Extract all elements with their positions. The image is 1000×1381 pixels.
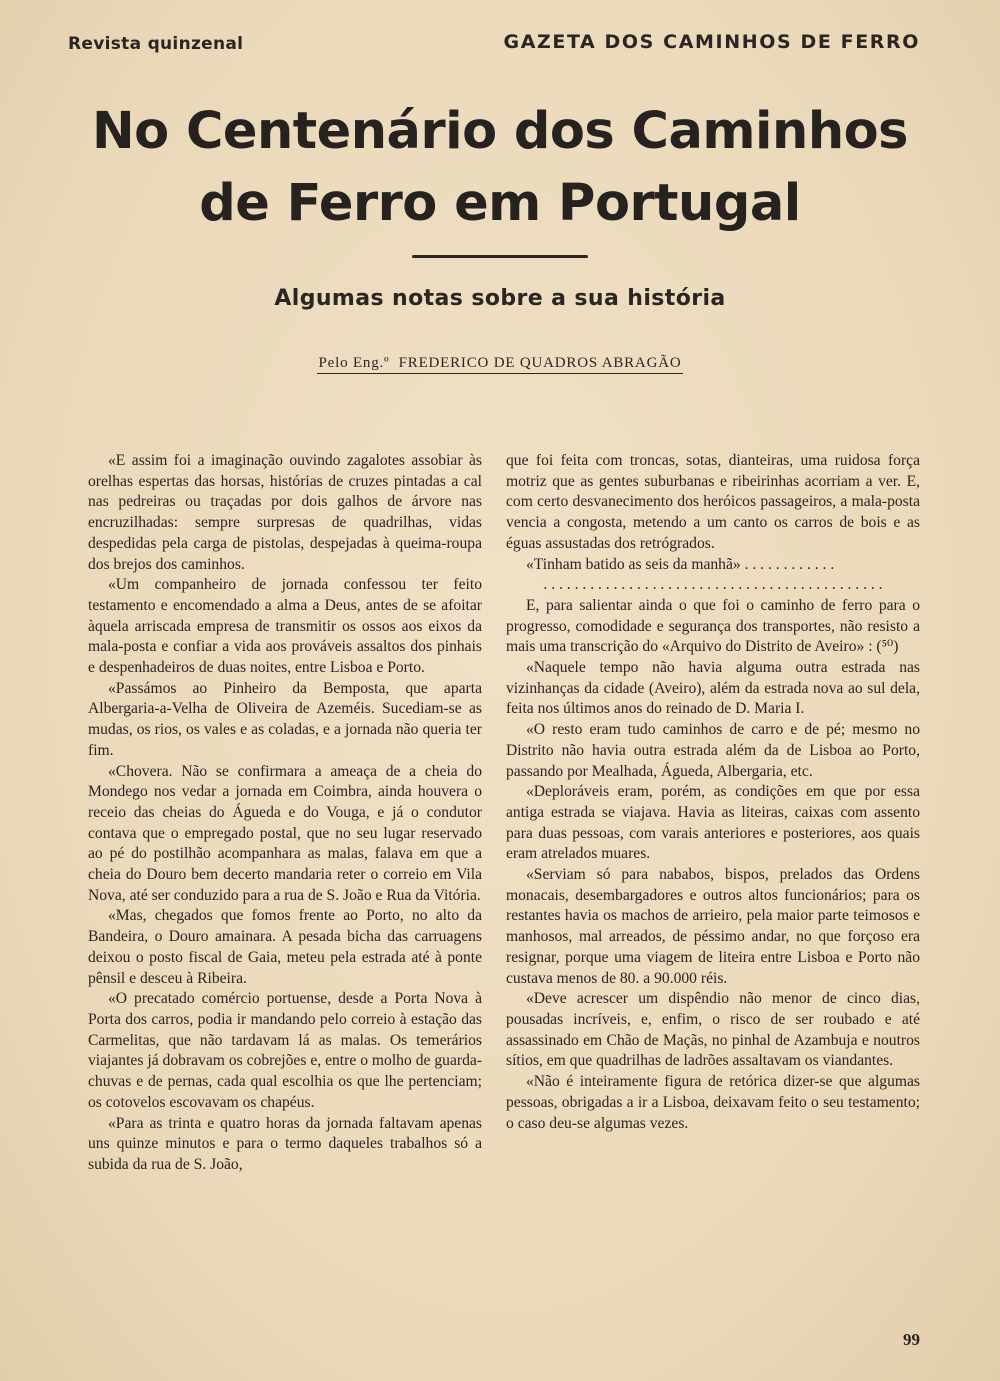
title-line-2: de Ferro em Portugal (199, 174, 801, 233)
ellipsis-line: . . . . . . . . . . . . . . . . . . . . . . . . . . . . . . . . . . . . . . . . . . . . (543, 576, 883, 594)
paragraph: «Tinham batido as seis da manhã» . . . . . . . . . . . . (526, 555, 835, 573)
byline-underline (317, 355, 684, 374)
paragraph: que foi feita com troncas, sotas, dianteiras, uma ruidosa força motriz que as gentes suburbanas e ribeirinhas acorriam a ver. E, com certo desvanecimento dos heróicos passageiros, a mala-posta vencia a congosta, metendo a um canto os carros de bois e as éguas assustadas dos retrógrados. (506, 452, 920, 552)
paragraph: «Passámos ao Pinheiro da Bemposta, que aparta Albergaria-a-Velha de Oliveira de Azeméis. Sucediam-se as mudas, os rios, os vales e as coladas, e a jornada não queria ter fim. (88, 679, 482, 759)
paragraph: «O resto eram tudo caminhos de carro e de pé; mesmo no Distrito não havia outra estrada além da de Lisboa ao Porto, passando por Mealhada, Águeda, Albergaria, etc. (506, 721, 920, 780)
article-subtitle: Algumas notas sobre a sua história (274, 286, 726, 311)
paragraph: «Naquele tempo não havia alguma outra estrada nas vizinhanças da cidade (Aveiro), além da estrada nova ao sul dela, feita nos últimos anos do reinado de D. Maria I. (506, 659, 920, 718)
paragraph: «Deve acrescer um dispêndio não menor de cinco dias, pousadas incríveis, e, enfim, o risco de ser roubado e até assassinado em Chão de Maçãs, no pinhal de Azambuja e noutros sítios, em que quadrilhas de ladrões assaltavam os viandantes. (506, 990, 920, 1070)
paragraph: «E assim foi a imaginação ouvindo zagalotes assobiar às orelhas espertas das horsas, histórias de cruzes pintadas a cal nas pedreiras ou traçadas por dois galhos de árvore nas encruzilhadas: sempre surpresas de quadrilhas, vidas despedidas pela carga de pistolas, despejadas à queima-roupa dos brejos dos caminhos. (88, 452, 482, 573)
byline (0, 355, 1000, 372)
header-magazine-name: GAZETA DOS CAMINHOS DE FERRO (503, 31, 920, 53)
byline-author: FREDERICO DE QUADROS ABRAGÃO (398, 355, 682, 371)
paragraph: «Chovera. Não se confirmara a ameaça de a cheia do Mondego nos vedar a jornada em Coimbra, ainda houvera o receio das cheias do Águeda e do Vouga, e já o condutor contava que o empregado postal, que no seu lugar reservado ao pé do postilhão acompanhara as malas, falava em que a cheia do Douro bem decerto mandaria reter o correio em Vila Nova, até ser conduzido para a rua de S. João e Rua da Vitória. (88, 762, 482, 904)
paragraph: «Serviam só para nababos, bispos, prelados das Ordens monacais, desembargadores e outros altos funcionários; para os restantes havia os machos de arrieiro, pela maior parte teimosos e manhosos, mal arreados, de péssimo andar, no que forçoso era resignar, porque uma viagem de liteira entre Lisboa e Porto não custava menos de 80. a 90.000 réis. (506, 866, 920, 987)
left-column (88, 451, 482, 1176)
header-periodicity: Revista quinzenal (68, 34, 244, 54)
paragraph: «Mas, chegados que fomos frente ao Porto, no alto da Bandeira, o Douro amainara. A pesada bicha das carruagens deixou o posto fiscal de Gaia, meteu pela estrada até à ponte pênsil e desceu à Ribeira. (88, 907, 482, 987)
byline-prefix: Pelo Eng.º (318, 355, 390, 371)
page-number: 99 (903, 1330, 920, 1349)
paragraph: «Para as trinta e quatro horas da jornada faltavam apenas uns quinze minutos e para o termo daqueles trabalhos só a subida da rua de S. João, (88, 1114, 482, 1173)
paragraph: E, para salientar ainda o que foi o caminho de ferro para o progresso, comodidade e segurança dos transportes, não resisto a mais uma transcrição do «Arquivo do Distrito de Aveiro» : (⁵⁰) (506, 596, 920, 656)
paragraph: «O precatado comércio portuense, desde a Porta Nova à Porta dos carros, podia ir mandando pelo correio à estação das Carmelitas, que não tardavam lá as malas. Os temerários viajantes já dobravam os cobrejões e, entre o molho de guarda-chuvas e de pernas, cada qual escolhia os que lhe pertenciam; os cotovelos escovavam os chapéus. (88, 990, 482, 1111)
paragraph: «Não é inteiramente figura de retórica dizer-se que algumas pessoas, obrigadas a ir a Lisboa, deixavam feito o seu testamento; o caso deu-se algumas vezes. (506, 1073, 920, 1132)
title-divider (412, 255, 588, 258)
title-line-1: No Centenário dos Caminhos (91, 102, 909, 161)
paragraph: «Um companheiro de jornada confessou ter feito testamento e encomendado a alma a Deus, antes de se afoitar àquela arriscada empresa de transmitir os ossos aos eixos da mala-posta e confiar a vida aos prováveis assaltos dos pinhais e despenhadeiros de duas noites, entre Lisboa e Porto. (88, 576, 482, 677)
right-column (506, 451, 920, 1134)
paragraph: «Deploráveis eram, porém, as condições em que por essa antiga estrada se viajava. Havia as liteiras, caixas com assento para duas pessoas, com varais anteriores e posteriores, aos quais eram atrelados muares. (506, 783, 920, 863)
article-title (30, 96, 970, 240)
